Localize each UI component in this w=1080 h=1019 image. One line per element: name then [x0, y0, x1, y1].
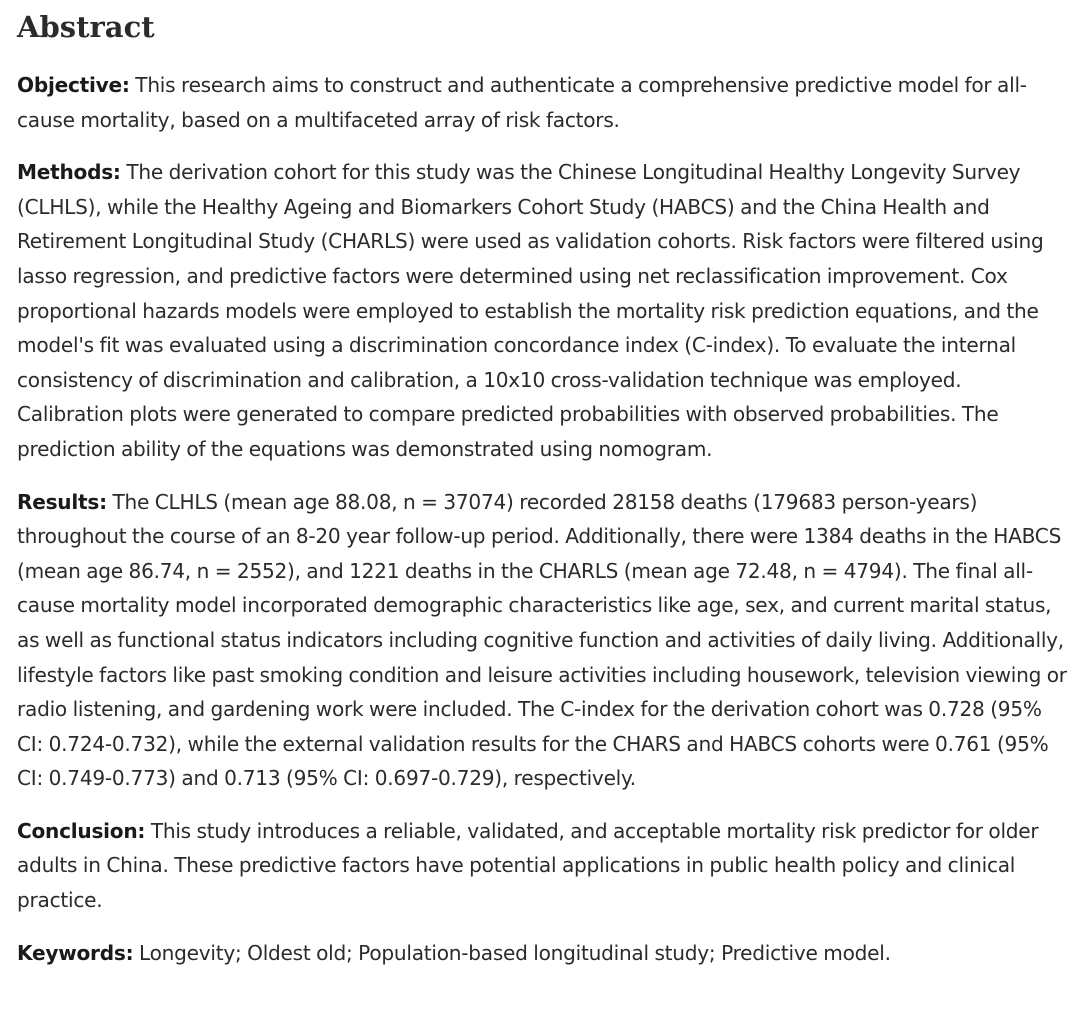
methods-paragraph	[17, 155, 1069, 466]
methods-label: Methods:	[17, 160, 121, 185]
keywords-paragraph	[17, 936, 1069, 971]
keywords-text: Longevity; Oldest old; Population-based longitudinal study; Predictive model.	[139, 940, 891, 965]
abstract-heading: Abstract	[17, 10, 155, 44]
conclusion-label: Conclusion:	[17, 818, 146, 843]
results-label: Results:	[17, 489, 107, 514]
conclusion-paragraph	[17, 814, 1069, 918]
results-text: The CLHLS (mean age 88.08, n = 37074) recorded 28158 deaths (179683 person-years) throughout the course of an 8-20 year follow-up period. Additionally, there were 1384 deaths in the HABCS (mean age 86.74, n = 2552), and 1221 deaths in the CHARLS (mean age 72.48, n = 4794). The final all-cause mortality model incorporated demographic characteristics like age, sex, and current marital status, as well as functional status indicators including cognitive function and activities of daily living. Additionally, lifestyle factors like past smoking condition and leisure activities including housework, television viewing or radio listening, and gardening work were included. The C-index for the derivation cohort was 0.728 (95% CI: 0.724-0.732), while the external validation results for the CHARS and HABCS cohorts were 0.761 (95% CI: 0.749-0.773) and 0.713 (95% CI: 0.697-0.729), respectively.	[17, 489, 1067, 791]
objective-paragraph	[17, 68, 1069, 137]
abstract-section	[17, 8, 1069, 988]
keywords-label: Keywords:	[17, 940, 134, 965]
conclusion-text: This study introduces a reliable, validated, and acceptable mortality risk predictor for older adults in China. These predictive factors have potential applications in public health policy and clinical practice.	[17, 818, 1039, 913]
objective-label: Objective:	[17, 73, 130, 97]
objective-text: This research aims to construct and authenticate a comprehensive predictive model for all-cause mortality, based on a multifaceted array of risk factors.	[17, 73, 1027, 132]
methods-text: The derivation cohort for this study was the Chinese Longitudinal Healthy Longevity Survey (CLHLS), while the Healthy Ageing and Biomarkers Cohort Study (HABCS) and the China Health and Retirement Longitudinal Study (CHARLS) were used as validation cohorts. Risk factors were filtered using lasso regression, and predictive factors were determined using net reclassification improvement. Cox proportional hazards models were employed to establish the mortality risk prediction equations, and the model's fit was evaluated using a discrimination concordance index (C-index). To evaluate the internal consistency of discrimination and calibration, a 10x10 cross-validation technique was employed. Calibration plots were generated to compare predicted probabilities with observed probabilities. The prediction ability of the equations was demonstrated using nomogram.	[17, 160, 1044, 461]
results-paragraph	[17, 485, 1069, 796]
